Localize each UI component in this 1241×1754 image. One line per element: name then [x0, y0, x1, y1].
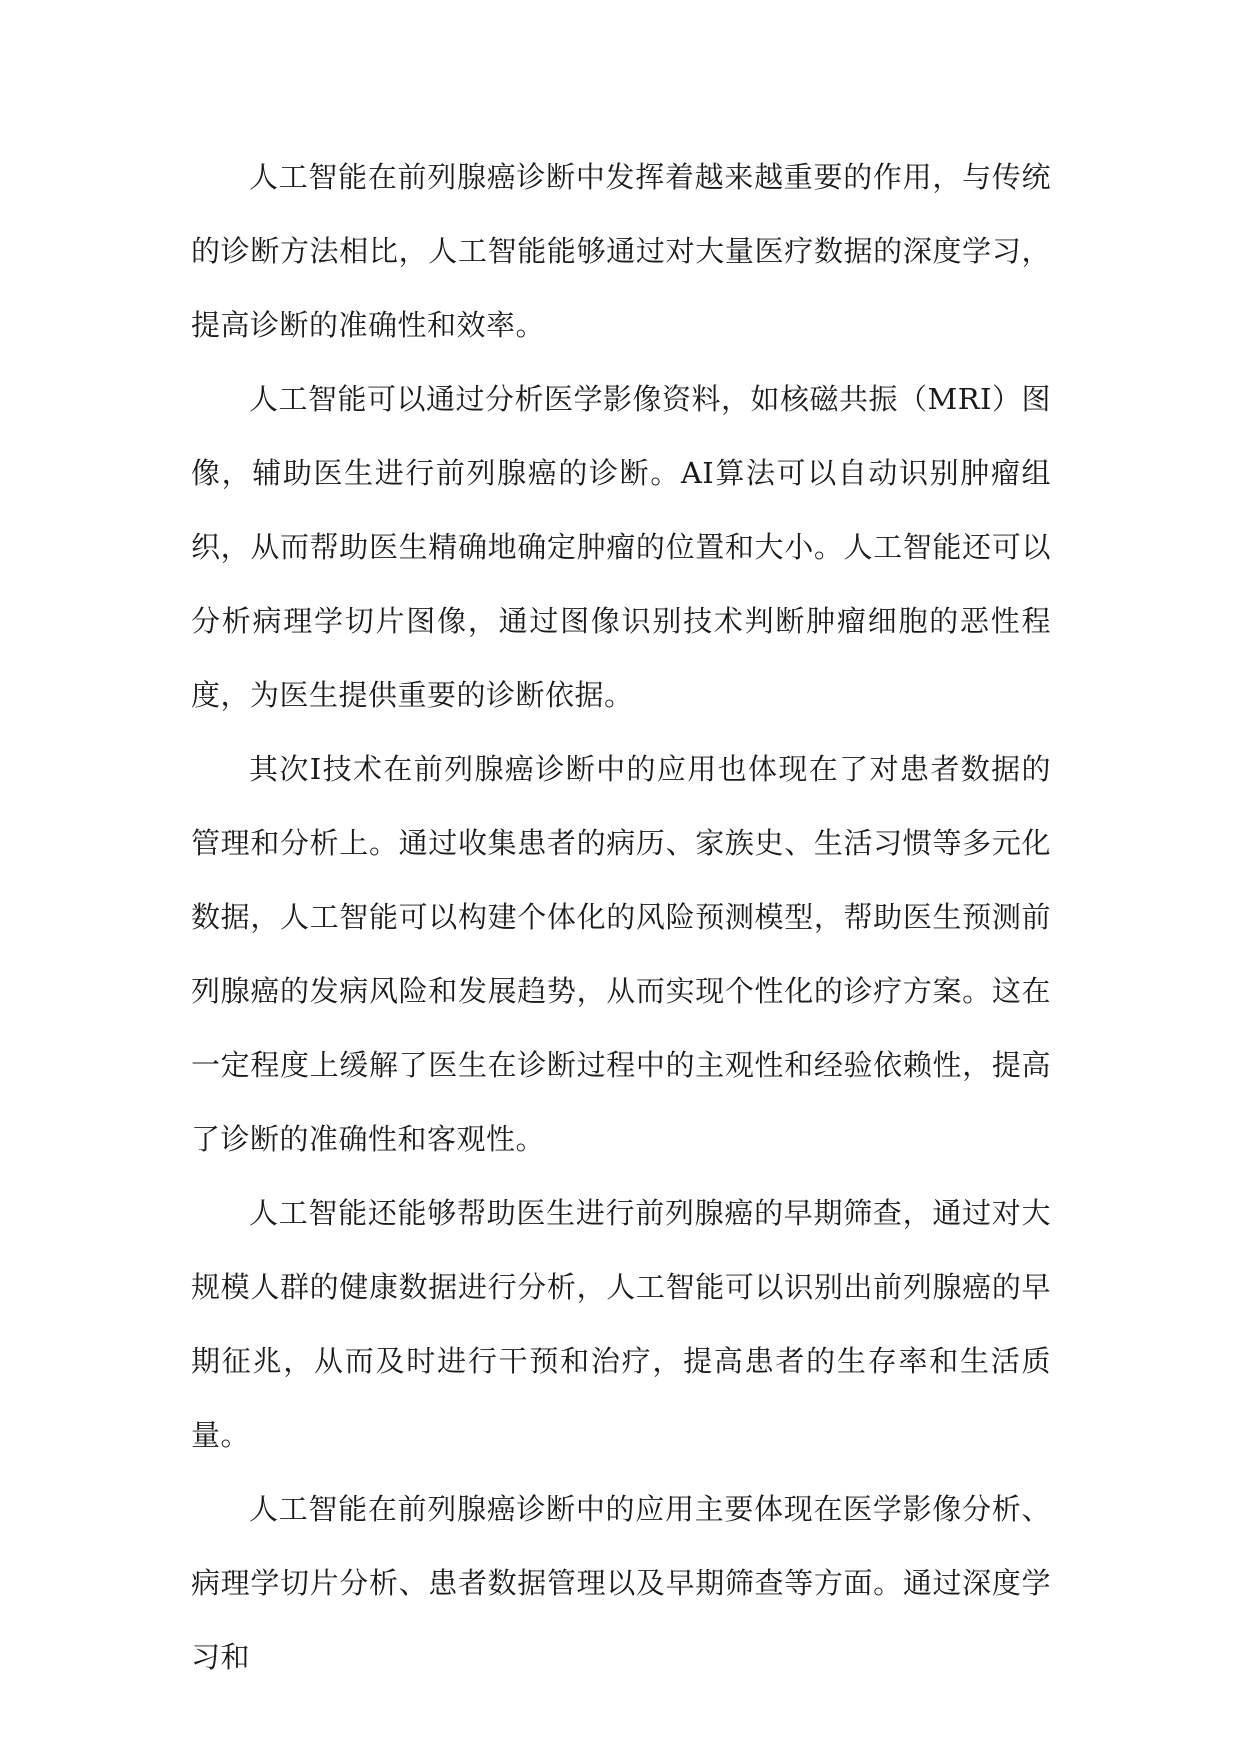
paragraph-5: 人工智能在前列腺癌诊断中的应用主要体现在医学影像分析、病理学切片分析、患者数据管理以及早期筛查等方面。通过深度学习和: [191, 1492, 1051, 1674]
document-body: [191, 140, 1051, 1694]
paragraph-3: 其次I技术在前列腺癌诊断中的应用也体现在了对患者数据的管理和分析上。通过收集患者的病历、家族史、生活习惯等多元化数据，人工智能可以构建个体化的风险预测模型，帮助医生预测前列腺癌的发病风险和发展趋势，从而实现个性化的诊疗方案。这在一定程度上缓解了医生在诊断过程中的主观性和经验依赖性，提高了诊断的准确性和客观性。: [191, 752, 1051, 1156]
paragraph-2: 人工智能可以通过分析医学影像资料，如核磁共振（MRI）图像，辅助医生进行前列腺癌的诊断。AI算法可以自动识别肿瘤组织，从而帮助医生精确地确定肿瘤的位置和大小。人工智能还可以分析病理学切片图像，通过图像识别技术判断肿瘤细胞的恶性程度，为医生提供重要的诊断依据。: [191, 382, 1051, 712]
paragraph-4: 人工智能还能够帮助医生进行前列腺癌的早期筛查，通过对大规模人群的健康数据进行分析，人工智能可以识别出前列腺癌的早期征兆，从而及时进行干预和治疗，提高患者的生存率和生活质量。: [191, 1196, 1051, 1452]
paragraph-1: 人工智能在前列腺癌诊断中发挥着越来越重要的作用，与传统的诊断方法相比，人工智能能够通过对大量医疗数据的深度学习，提高诊断的准确性和效率。: [191, 160, 1051, 342]
